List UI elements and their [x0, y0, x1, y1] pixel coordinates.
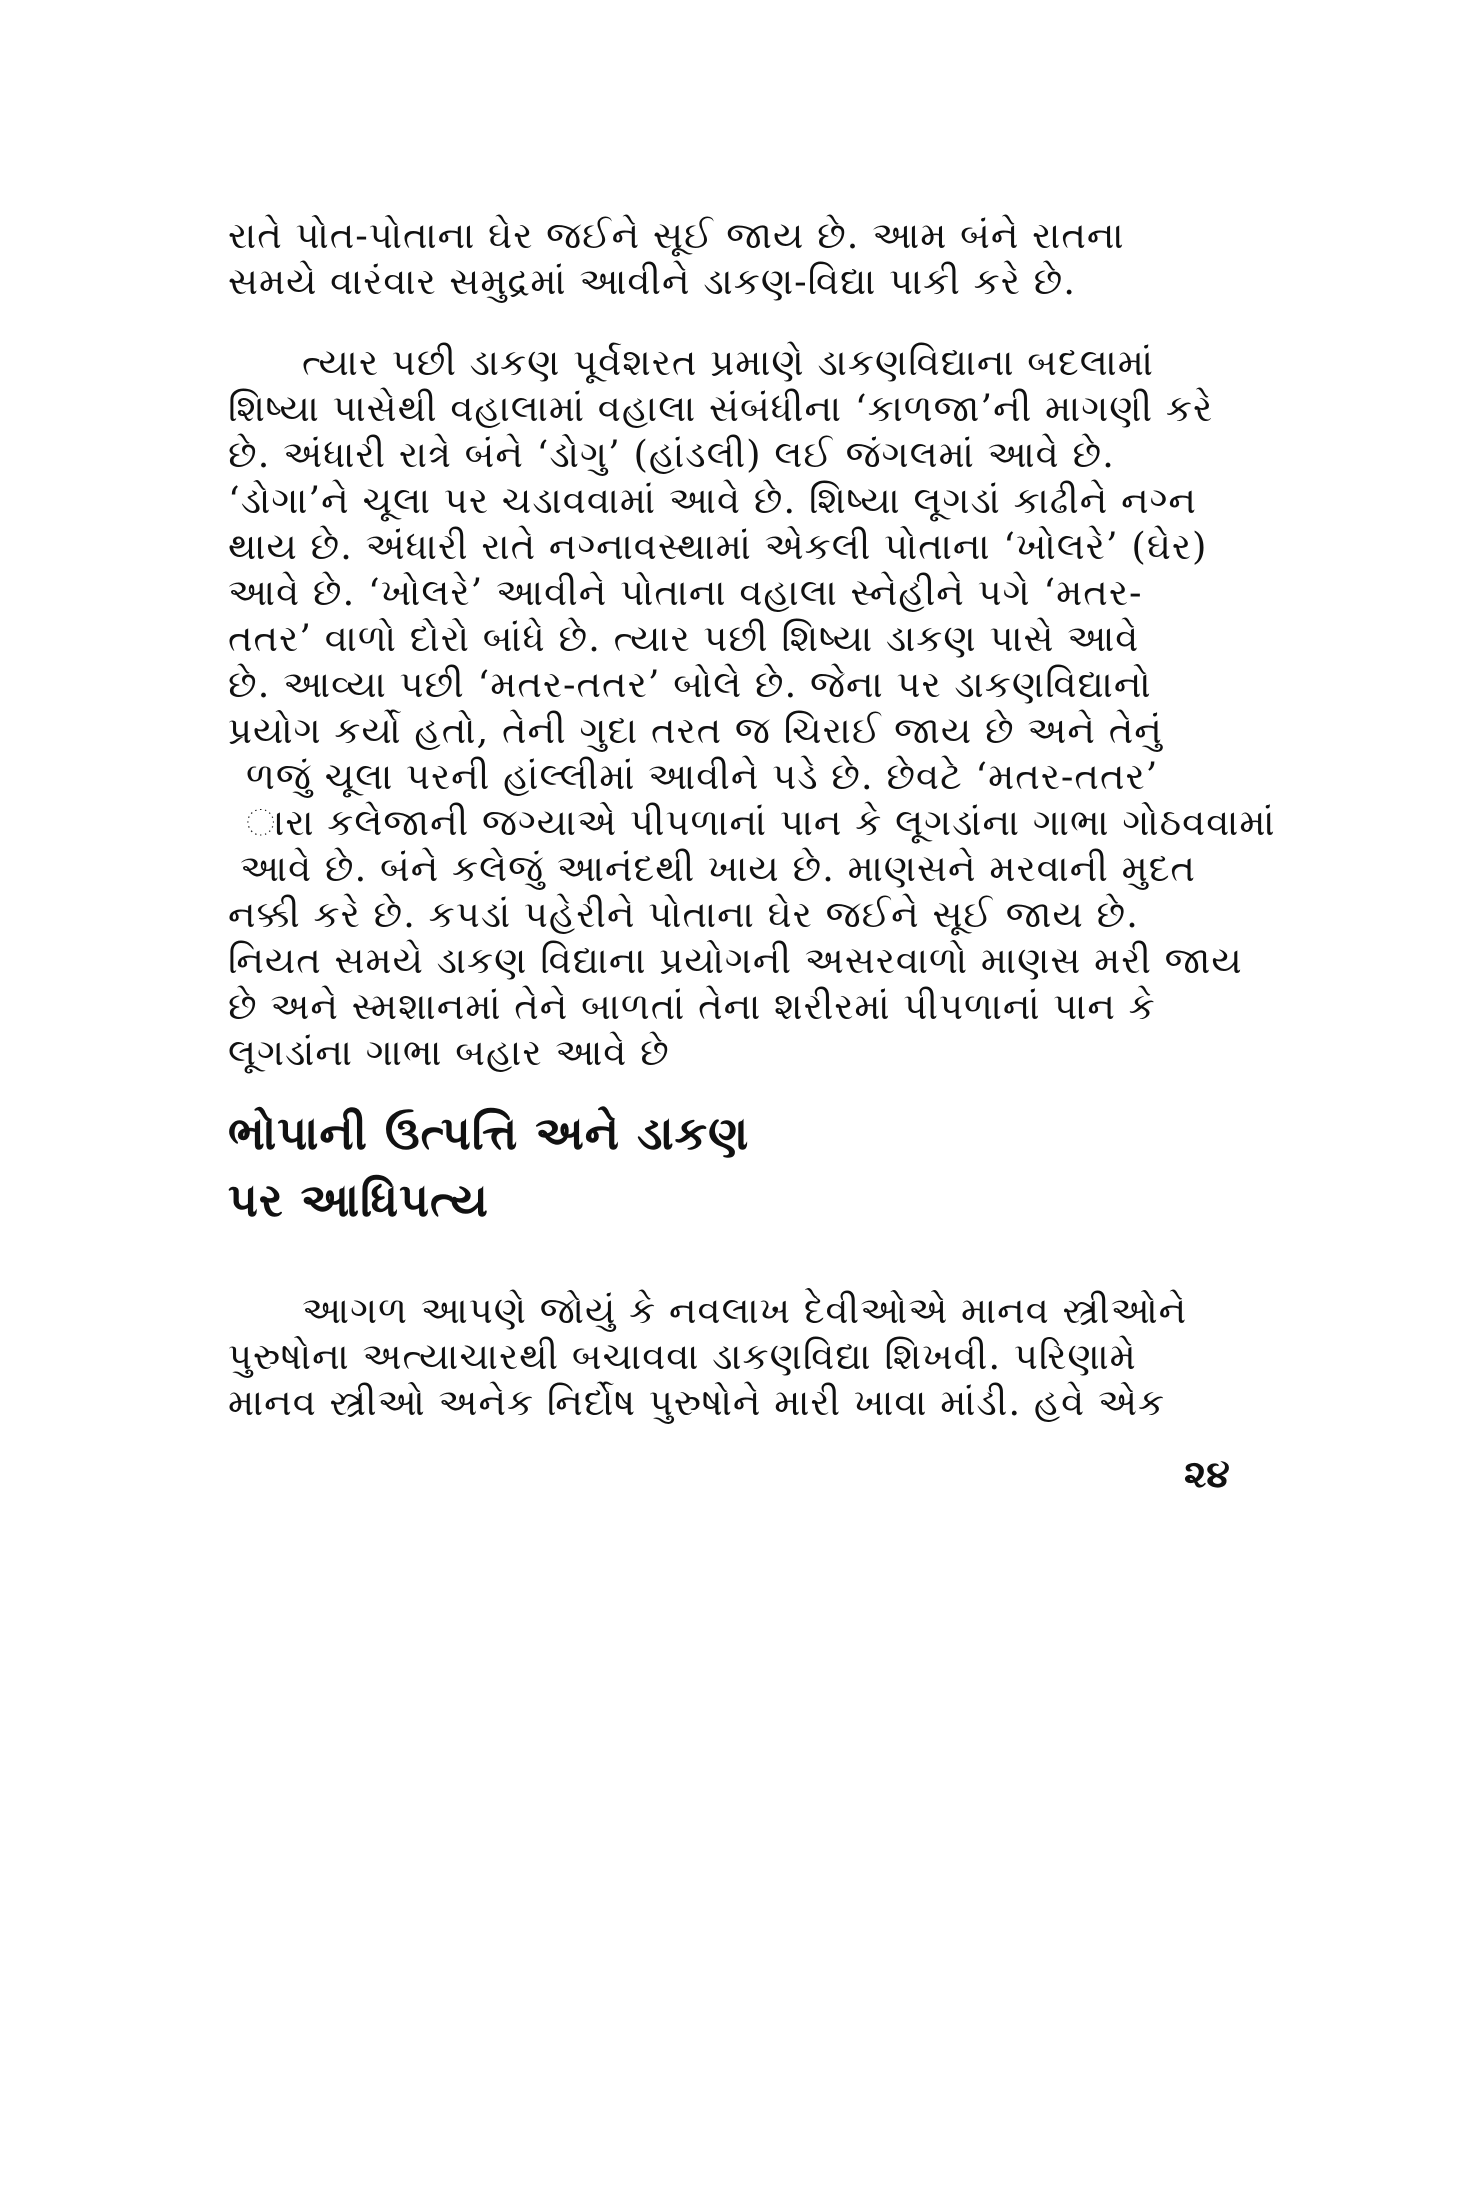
text-line: પ્રયોગ કર્યો હતો, તેની ગુદા તરત જ ચિરાઈ જાય છે અને તેનું: [228, 709, 1163, 752]
heading-line: પર આધિપત્ય: [228, 1173, 489, 1227]
text-line: સમયે વારંવાર સમુદ્રમાં આવીને ડાકણ-વિદ્યા પાકી કરે છે.: [228, 260, 1076, 303]
text-line: છે અને સ્મશાનમાં તેને બાળતાં તેના શરીરમાં પીપળાનાં પાન કે: [228, 985, 1156, 1028]
text-line: શિષ્યા પાસેથી વહાલામાં વહાલા સંબંધીના ‘કાળજા’ની માગણી કરે: [228, 387, 1214, 430]
text-line: થાય છે. અંધારી રાતે નગ્નાવસ્થામાં એકલી પોતાના ‘ખોલરે’ (ઘેર): [228, 525, 1208, 568]
text-line: તતર’ વાળો દોરો બાંધે છે. ત્યાર પછી શિષ્યા ડાકણ પાસે આવે: [228, 617, 1140, 660]
text-line: નક્કી કરે છે. કપડાં પહેરીને પોતાના ઘેર જઈને સૂઈ જાય છે.: [228, 893, 1139, 936]
text-line: ારા કલેજાની જગ્યાએ પીપળાનાં પાન કે લૂગડાંના ગાભા ગોઠવવામાં: [246, 801, 1276, 844]
text-line: પુરુષોના અત્યાચારથી બચાવવા ડાકણવિદ્યા શિખવી. પરિણામે: [228, 1335, 1137, 1378]
text-line: નિયત સમયે ડાકણ વિદ્યાના પ્રયોગની અસરવાળો માણસ મરી જાય: [228, 939, 1243, 982]
text-line: ત્યાર પછી ડાકણ પૂર્વશરત પ્રમાણે ડાકણવિદ્યાના બદલામાં: [302, 341, 1154, 384]
text-line: ‘ડોગા’ને ચૂલા પર ચડાવવામાં આવે છે. શિષ્યા લૂગડાં કાઢીને નગ્ન: [228, 479, 1197, 522]
heading-line: ભોપાની ઉત્પત્તિ અને ડાકણ: [228, 1106, 750, 1160]
page-number: ૨૪: [1184, 1451, 1230, 1496]
text-line: રાતે પોત-પોતાના ઘેર જઈને સૂઈ જાય છે. આમ બંને રાતના: [228, 214, 1125, 257]
text-line: માનવ સ્ત્રીઓ અનેક નિર્દોષ પુરુષોને મારી ખાવા માંડી. હવે એક: [228, 1381, 1166, 1424]
text-line: છે. આવ્યા પછી ‘મતર-તતર’ બોલે છે. જેના પર ડાકણવિદ્યાનો: [228, 663, 1152, 706]
text-line: ળજું ચૂલા પરની હાંલ્લીમાં આવીને પડે છે. છેવટે ‘મતર-તતર’: [246, 755, 1159, 798]
text-line: આવે છે. બંને કલેજું આનંદથી ખાય છે. માણસને મરવાની મુદત: [240, 847, 1196, 890]
text-line: લૂગડાંના ગાભા બહાર આવે છે: [228, 1031, 670, 1074]
text-line: છે. અંધારી રાત્રે બંને ‘ડોગુ’ (હાંડલી) લઈ જંગલમાં આવે છે.: [228, 433, 1115, 476]
text-line: આગળ આપણે જોયું કે નવલાખ દેવીઓએ માનવ સ્ત્રીઓને: [302, 1289, 1188, 1332]
text-line: આવે છે. ‘ખોલરે’ આવીને પોતાના વહાલા સ્નેહીને પગે ‘મતર-: [228, 571, 1143, 614]
